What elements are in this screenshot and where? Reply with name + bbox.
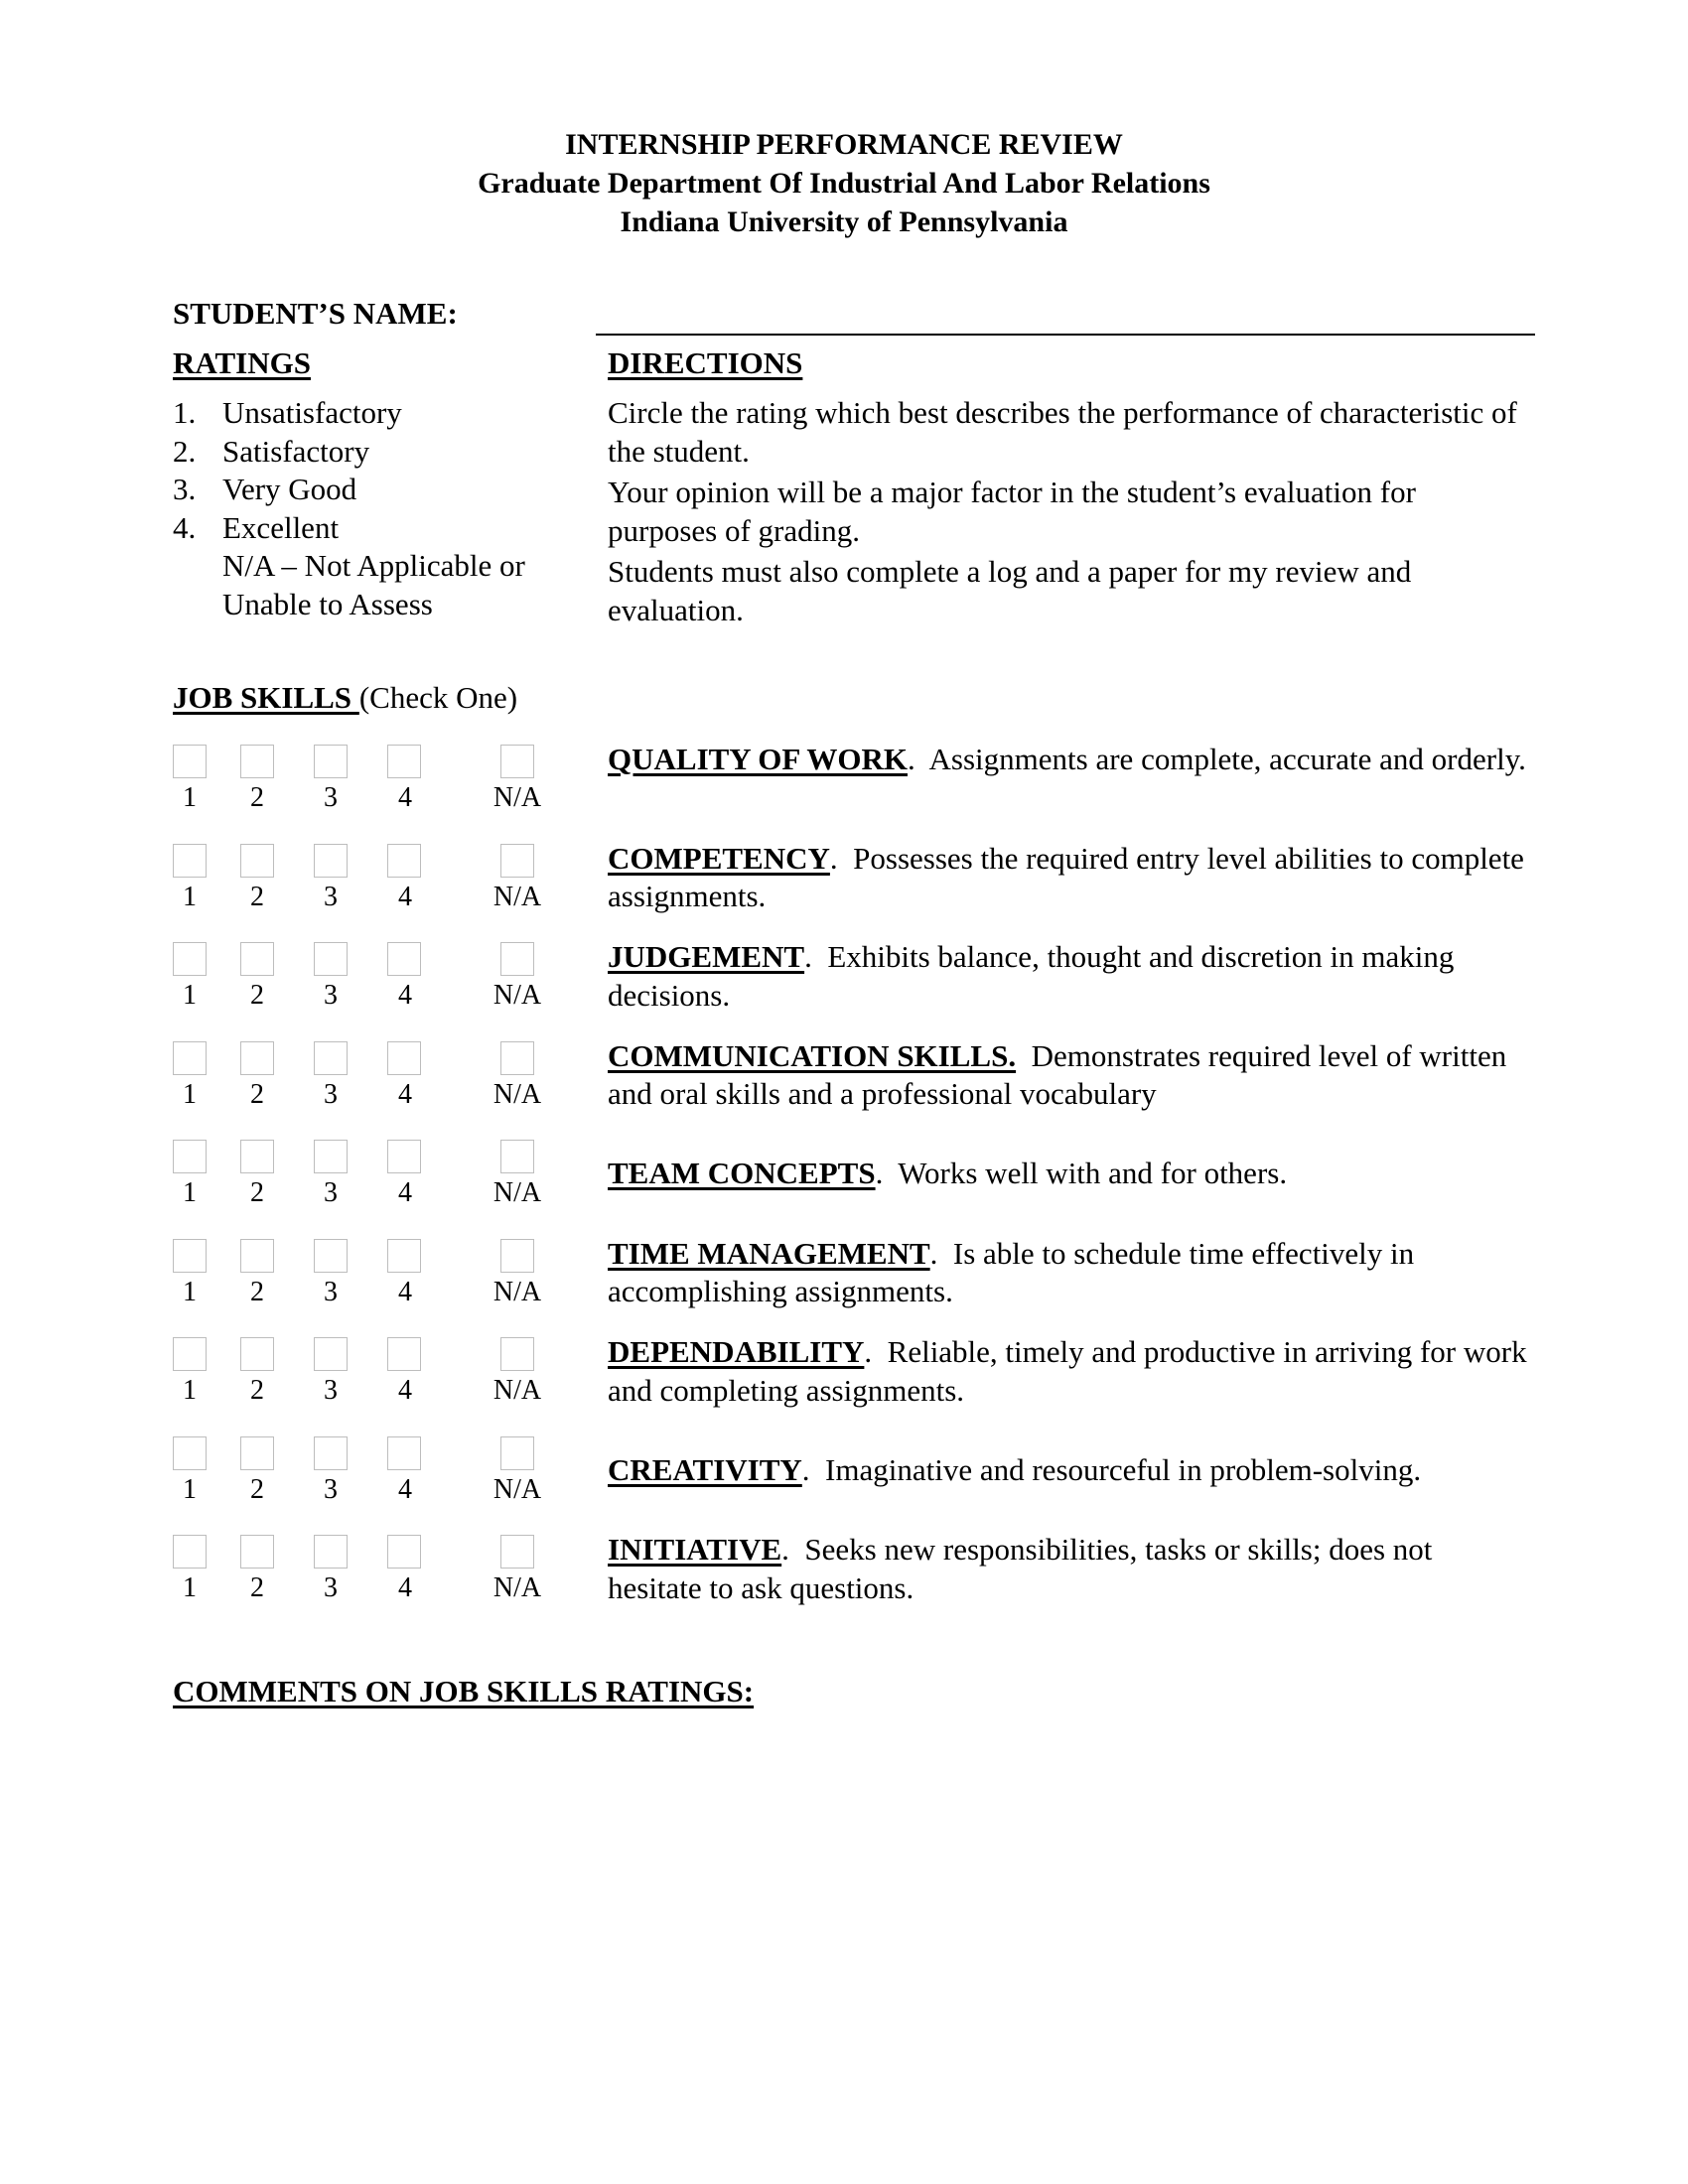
skill-separator: . — [875, 1156, 899, 1190]
skill-separator: . — [929, 1235, 953, 1271]
rating-checkbox-1[interactable] — [173, 1436, 207, 1470]
ratings-heading: RATINGS — [173, 345, 311, 380]
rating-checkbox-label: 3 — [324, 782, 338, 813]
rating-na-item-cont: Unable to Assess — [222, 586, 433, 621]
rating-checkbox-na[interactable] — [500, 1140, 534, 1173]
rating-checkbox-label: 2 — [250, 1572, 264, 1603]
rating-checkbox-label: 3 — [324, 881, 338, 912]
student-name-field[interactable] — [596, 334, 1535, 336]
rating-checkbox-label: N/A — [492, 1078, 542, 1110]
rating-checkbox-na[interactable] — [500, 745, 534, 778]
skill-title: TEAM CONCEPTS — [608, 1156, 876, 1190]
rating-checkbox-1[interactable] — [173, 1041, 207, 1075]
rating-checkbox-2[interactable] — [240, 1239, 274, 1273]
comments-heading: COMMENTS ON JOB SKILLS RATINGS: — [173, 1674, 755, 1708]
rating-checkbox-3[interactable] — [314, 942, 348, 976]
rating-checkbox-label: N/A — [492, 1177, 542, 1208]
rating-checkbox-na[interactable] — [500, 942, 534, 976]
rating-checkbox-3[interactable] — [314, 1041, 348, 1075]
rating-checkbox-1[interactable] — [173, 745, 207, 778]
rating-checkbox-na[interactable] — [500, 1535, 534, 1569]
rating-checkbox-na[interactable] — [500, 1041, 534, 1075]
skill-title: CREATIVITY — [608, 1451, 802, 1487]
skill-desc-text: Demonstrates required level of written and oral skills and a professional vocabulary — [608, 1037, 1507, 1111]
skill-desc-text: Seeks new responsibilities, tasks or skills; does not hesitate to ask questions. — [608, 1532, 1433, 1605]
rating-checkbox-2[interactable] — [240, 1436, 274, 1470]
rating-checkbox-2[interactable] — [240, 1535, 274, 1569]
rating-checkbox-4[interactable] — [387, 844, 421, 878]
skill-desc-text: Works well with and for others. — [898, 1156, 1288, 1190]
skill-desc-text: Is able to schedule time effectively in accomplishing assignments. — [608, 1235, 1415, 1308]
skill-separator: . — [781, 1532, 805, 1567]
rating-checkbox-label: 4 — [398, 1078, 412, 1110]
rating-checkbox-label: 1 — [183, 1276, 197, 1307]
rating-checkbox-1[interactable] — [173, 1337, 207, 1371]
skill-desc-text: Imaginative and resourceful in problem-solving. — [825, 1451, 1422, 1487]
rating-checkbox-label: 2 — [250, 782, 264, 813]
skill-title: INITIATIVE — [608, 1532, 782, 1567]
rating-checkbox-label: 1 — [183, 881, 197, 912]
skill-description — [608, 1155, 1531, 1193]
rating-checkbox-label: 4 — [398, 980, 412, 1011]
rating-checkbox-label: 1 — [183, 1375, 197, 1406]
directions-paragraph: Students must also complete a log and a paper for my review and evaluation. — [608, 554, 1412, 627]
rating-item: 1. Unsatisfactory — [173, 395, 402, 430]
rating-checkbox-label: 2 — [250, 1375, 264, 1406]
rating-checkbox-3[interactable] — [314, 844, 348, 878]
rating-checkbox-1[interactable] — [173, 942, 207, 976]
ratings-list — [173, 394, 570, 623]
rating-checkbox-label: 2 — [250, 1276, 264, 1307]
directions-text — [608, 394, 1521, 632]
rating-checkbox-na[interactable] — [500, 1436, 534, 1470]
document-header — [0, 125, 1688, 241]
directions-paragraph: Your opinion will be a major factor in the student’s evaluation for purposes of grading. — [608, 475, 1416, 548]
skill-desc-text: Possesses the required entry level abilities to complete assignments. — [608, 840, 1524, 913]
rating-checkbox-1[interactable] — [173, 1140, 207, 1173]
rating-checkbox-3[interactable] — [314, 1140, 348, 1173]
rating-checkbox-3[interactable] — [314, 1239, 348, 1273]
skill-description — [608, 938, 1531, 1015]
rating-checkbox-1[interactable] — [173, 1535, 207, 1569]
skill-title: TIME MANAGEMENT — [608, 1235, 930, 1271]
rating-checkbox-label: 4 — [398, 881, 412, 912]
rating-checkbox-label: N/A — [492, 1276, 542, 1307]
rating-checkbox-label: 3 — [324, 980, 338, 1011]
rating-checkbox-na[interactable] — [500, 1337, 534, 1371]
rating-checkbox-label: 4 — [398, 1276, 412, 1307]
rating-checkbox-4[interactable] — [387, 1337, 421, 1371]
rating-checkbox-label: 3 — [324, 1078, 338, 1110]
rating-checkbox-label: 1 — [183, 1177, 197, 1208]
rating-checkbox-4[interactable] — [387, 1041, 421, 1075]
skill-description — [608, 741, 1531, 779]
skill-separator: . — [864, 1334, 888, 1369]
rating-checkbox-label: 3 — [324, 1572, 338, 1603]
rating-checkbox-label: 2 — [250, 1177, 264, 1208]
rating-checkbox-label: N/A — [492, 1473, 542, 1505]
skill-desc-text: Assignments are complete, accurate and orderly. — [928, 742, 1526, 776]
rating-checkbox-3[interactable] — [314, 745, 348, 778]
rating-checkbox-label: N/A — [492, 782, 542, 813]
rating-checkbox-3[interactable] — [314, 1337, 348, 1371]
rating-na-item: N/A – Not Applicable or — [222, 548, 525, 583]
skill-separator: . — [829, 840, 854, 876]
rating-checkbox-label: 1 — [183, 1078, 197, 1110]
rating-checkbox-label: 1 — [183, 980, 197, 1011]
rating-checkbox-4[interactable] — [387, 942, 421, 976]
skill-description — [608, 840, 1531, 916]
skill-separator: . — [908, 742, 929, 776]
skill-description — [608, 1235, 1531, 1311]
skill-description — [608, 1451, 1531, 1490]
rating-checkbox-4[interactable] — [387, 1436, 421, 1470]
rating-checkbox-label: 3 — [324, 1375, 338, 1406]
rating-checkbox-4[interactable] — [387, 745, 421, 778]
rating-checkbox-na[interactable] — [500, 1239, 534, 1273]
form-title: INTERNSHIP PERFORMANCE REVIEW — [565, 128, 1123, 161]
skill-description — [608, 1037, 1531, 1114]
skill-desc-text: Exhibits balance, thought and discretion in making decisions. — [608, 939, 1455, 1013]
skill-title: DEPENDABILITY — [608, 1334, 865, 1369]
skill-title: QUALITY OF WORK — [608, 742, 908, 776]
directions-paragraph: Circle the rating which best describes the performance of characteristic of the student. — [608, 395, 1517, 469]
job-skills-heading: JOB SKILLS (Check One) — [173, 680, 518, 715]
skill-title: COMMUNICATION SKILLS. — [608, 1037, 1017, 1073]
rating-checkbox-1[interactable] — [173, 844, 207, 878]
rating-item: 3. Very Good — [173, 472, 357, 506]
skill-title: COMPETENCY — [608, 840, 830, 876]
rating-item: 2. Satisfactory — [173, 433, 370, 469]
skill-title: JUDGEMENT — [608, 939, 805, 974]
rating-checkbox-2[interactable] — [240, 942, 274, 976]
rating-checkbox-label: 4 — [398, 1572, 412, 1603]
rating-checkbox-label: 1 — [183, 782, 197, 813]
rating-checkbox-label: 1 — [183, 1473, 197, 1505]
rating-checkbox-label: 2 — [250, 1078, 264, 1110]
rating-checkbox-3[interactable] — [314, 1436, 348, 1470]
rating-checkbox-label: 4 — [398, 1177, 412, 1208]
rating-checkbox-3[interactable] — [314, 1535, 348, 1569]
department-name: Graduate Department Of Industrial And Labor Relations — [478, 167, 1210, 200]
rating-checkbox-label: 3 — [324, 1473, 338, 1505]
skill-separator — [1016, 1038, 1032, 1073]
rating-checkbox-label: N/A — [492, 1375, 542, 1406]
skill-description — [608, 1531, 1531, 1607]
rating-checkbox-2[interactable] — [240, 1140, 274, 1173]
rating-checkbox-1[interactable] — [173, 1239, 207, 1273]
rating-checkbox-label: N/A — [492, 980, 542, 1011]
directions-heading: DIRECTIONS — [608, 345, 803, 380]
rating-checkbox-na[interactable] — [500, 844, 534, 878]
rating-checkbox-4[interactable] — [387, 1140, 421, 1173]
rating-checkbox-label: 2 — [250, 1473, 264, 1505]
rating-checkbox-label: 4 — [398, 1375, 412, 1406]
rating-checkbox-label: N/A — [492, 881, 542, 912]
rating-checkbox-label: 4 — [398, 782, 412, 813]
student-name-label: STUDENT’S NAME: — [173, 296, 458, 331]
rating-checkbox-label: 3 — [324, 1276, 338, 1307]
skill-separator: . — [804, 939, 828, 974]
rating-checkbox-2[interactable] — [240, 745, 274, 778]
rating-checkbox-2[interactable] — [240, 844, 274, 878]
rating-checkbox-label: N/A — [492, 1572, 542, 1603]
rating-checkbox-2[interactable] — [240, 1041, 274, 1075]
university-name: Indiana University of Pennsylvania — [620, 205, 1068, 238]
skill-separator: . — [801, 1451, 826, 1487]
rating-checkbox-label: 2 — [250, 980, 264, 1011]
rating-item: 4. Excellent — [173, 509, 340, 545]
rating-checkbox-4[interactable] — [387, 1239, 421, 1273]
rating-checkbox-label: 2 — [250, 881, 264, 912]
rating-checkbox-4[interactable] — [387, 1535, 421, 1569]
skill-description — [608, 1333, 1531, 1410]
rating-checkbox-2[interactable] — [240, 1337, 274, 1371]
rating-checkbox-label: 4 — [398, 1473, 412, 1505]
skill-desc-text: Reliable, timely and productive in arriving for work and completing assignments. — [608, 1334, 1527, 1408]
rating-checkbox-label: 1 — [183, 1572, 197, 1603]
rating-checkbox-label: 3 — [324, 1177, 338, 1208]
